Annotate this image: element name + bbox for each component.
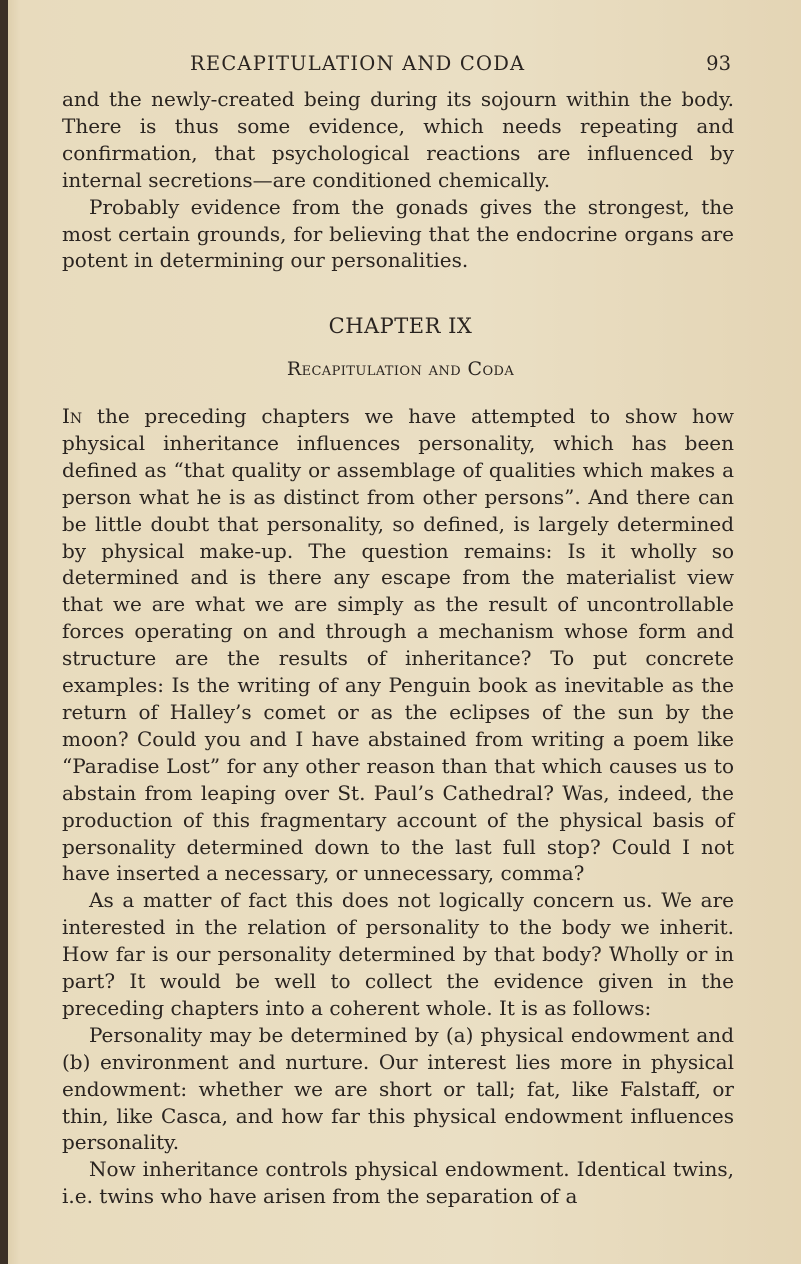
book-spine-shadow [0,0,8,1264]
continuation-paragraph: and the newly-created being during its sojourn within the body. There is thus some evidence, which needs repeating and confirmation, that psychological reactions are influenced by internal secretions—are conditioned chemically. [62,87,734,192]
paragraph-inheritance: Now inheritance controls physical endowment. Identical twins, i.e. twins who have arisen from the separation of a [62,1157,734,1209]
opening-word: In [62,404,83,428]
text-block-chapter [62,403,734,1210]
paragraph-endowment: Personality may be determined by (a) physical endowment and (b) environment and nurture. Our interest lies more in physical endowment: whether we are short or tall; fat, like Falstaff, or thin, like Casca, and how far this physical endowment influences personality. [62,1022,734,1155]
paragraph-opening [62,403,734,887]
paragraph-logic: As a matter of fact this does not logically concern us. We are interested in the relation of personality to the body we inherit. How far is our personality determined by that body? Wholly or in part? It would be well to collect the evidence given in the preceding chapters into a coherent whole. It is as follows: [62,888,734,1020]
running-head-title: RECAPITULATION AND CODA [190,52,526,75]
paragraph-gonads: Probably evidence from the gonads gives the strongest, the most certain grounds, for believing that the endocrine organs are potent in determining our personalities. [62,194,734,273]
chapter-number: CHAPTER IX [328,314,473,338]
page-number: 93 [706,52,731,75]
paragraph-opening-text: the preceding chapters we have attempted to show how physical inheritance influences personality, which has been defined as “that quality or assemblage of qualities which makes a person what he is as distinct from other persons”. And there can be little doubt that personality, so defined, is largely determined by physical make-up. The question remains: Is it wholly so determined and is there any escape from the materialist view that we are what we are simply as the result of uncontrollable forces operating on and through a mechanism whose form and structure are the results of inheritance? To put concrete examples: Is the writing of any Penguin book as inevitable as the return of Halley’s comet or as the eclipses of the sun by the moon? Could you and I have abstained from writing a poem like “Paradise Lost” for any other reason than that which causes us to abstain from leaping over St. Paul’s Cathedral? Was, indeed, the production of this fragmentary account of the physical basis of personality determined down to the last full stop? Could I not have inserted a necessary, or unnecessary, comma? [62,404,734,886]
running-head [62,52,731,82]
chapter-title: Recapitulation and Coda [286,358,515,380]
text-block-top [62,86,734,274]
